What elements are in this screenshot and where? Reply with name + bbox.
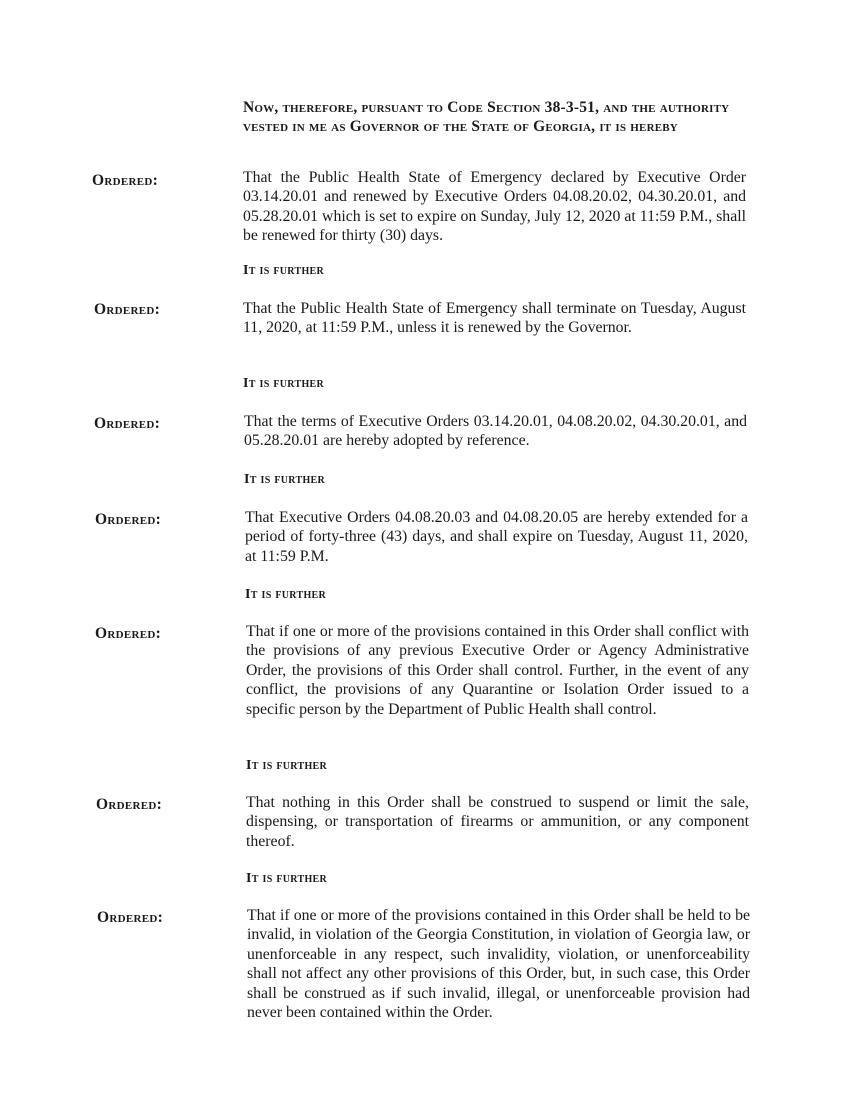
it-is-further-heading: It is further — [243, 263, 325, 278]
ordered-label: Ordered: — [95, 511, 162, 528]
it-is-further-heading: It is further — [246, 871, 328, 886]
ordered-paragraph: That the Public Health State of Emergency shall terminate on Tuesday, August 11, 2020, at 11:59 P.M., unless it is renewed by the Governor. — [243, 300, 746, 337]
ordered-paragraph: That the Public Health State of Emergency declared by Executive Order 03.14.20.01 and renewed by Executive Orders 04.08.20.02, 04.30.20.01, and 05.28.20.01 which is set to expire on Sunday, July 12, 2020 at 11:59 P.M., shall be renewed for thirty (30) days. — [243, 169, 746, 245]
it-is-further-heading: It is further — [245, 587, 327, 602]
ordered-label: Ordered: — [94, 415, 161, 432]
ordered-label: Ordered: — [94, 301, 161, 318]
ordered-paragraph: That if one or more of the provisions contained in this Order shall conflict with the provisions of any previous Executive Order or Agency Administrative Order, the provisions of this Order shall control. Further, in the event of any conflict, the provisions of any Quarantine or Isolation Order issued to a specific person by the Department of Public Health shall control. — [246, 623, 749, 718]
ordered-paragraph: That if one or more of the provisions contained in this Order shall be held to be invalid, in violation of the Georgia Constitution, in violation of Georgia law, or unenforceable in any respect, such invalidity, violation, or unenforceability shall not affect any other provisions of this Order, but, in such case, this Order shall be construed as if such invalid, illegal, or unenforceable provision had never been contained within the Order. — [247, 907, 750, 1022]
ordered-label: Ordered: — [96, 796, 163, 813]
ordered-label: Ordered: — [95, 625, 162, 642]
ordered-label: Ordered: — [97, 909, 164, 926]
ordered-paragraph: That nothing in this Order shall be construed to suspend or limit the sale, dispensing, or transportation of firearms or ammunition, or any component thereof. — [246, 794, 749, 850]
order-preamble: Now, therefore, pursuant to Code Section 38-3-51, and the authority vested in me as Governor of the State of Georgia, it is hereby — [243, 99, 730, 135]
it-is-further-heading: It is further — [244, 472, 326, 487]
it-is-further-heading: It is further — [246, 758, 328, 773]
ordered-paragraph: That Executive Orders 04.08.20.03 and 04.08.20.05 are hereby extended for a period of forty-three (43) days, and shall expire on Tuesday, August 11, 2020, at 11:59 P.M. — [245, 509, 748, 565]
it-is-further-heading: It is further — [243, 376, 325, 391]
ordered-paragraph: That the terms of Executive Orders 03.14.20.01, 04.08.20.02, 04.30.20.01, and 05.28.20.01 are hereby adopted by reference. — [244, 413, 747, 450]
ordered-label: Ordered: — [92, 172, 159, 189]
